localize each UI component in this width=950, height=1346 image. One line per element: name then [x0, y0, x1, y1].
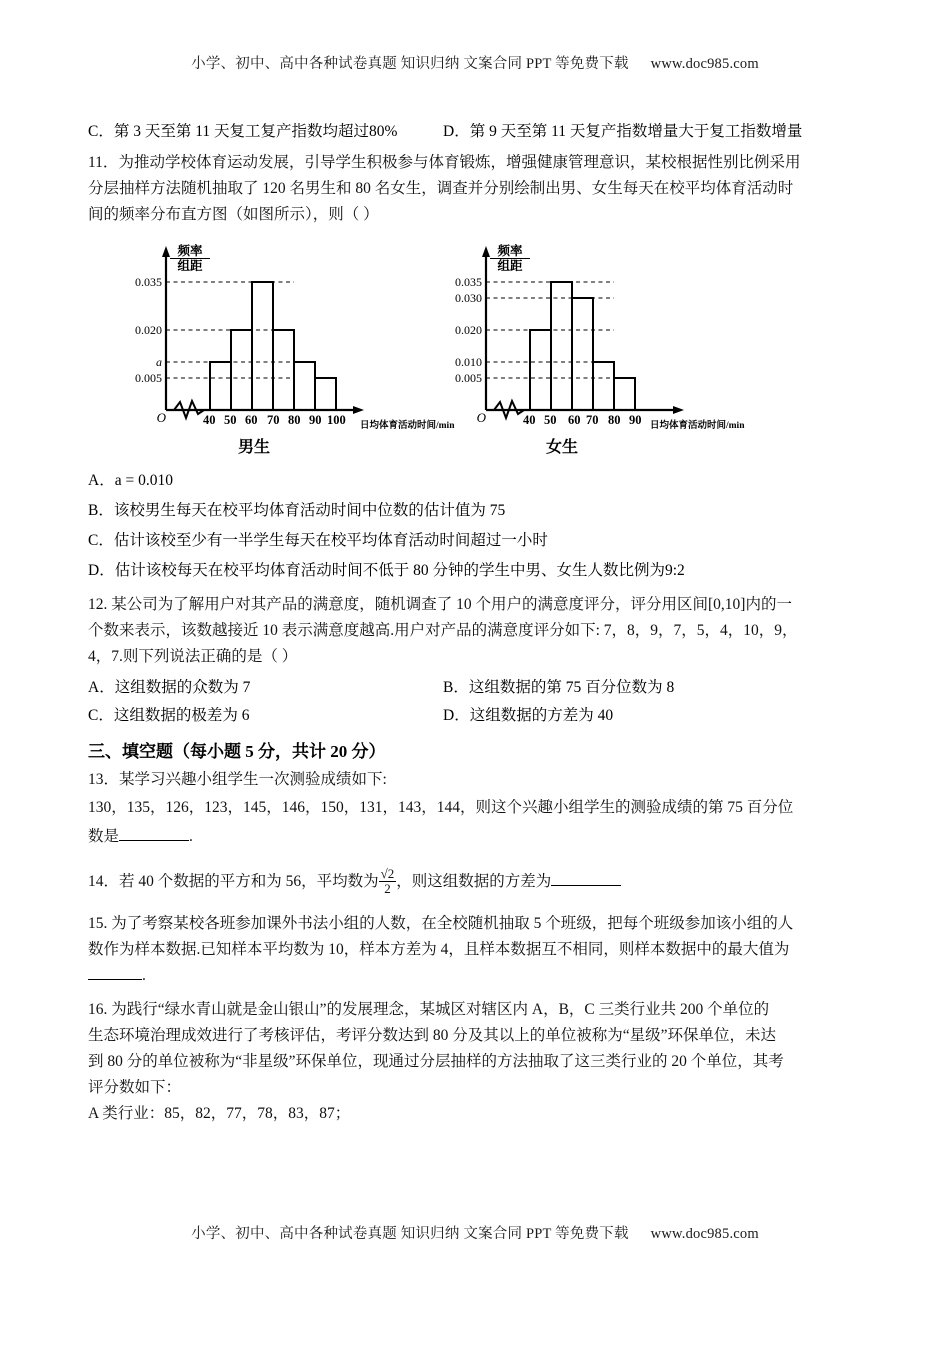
q15-answer-blank[interactable]: [88, 965, 142, 980]
boys-x-tick-2: 60: [245, 413, 258, 427]
histograms-figure: [88, 238, 878, 456]
q14-text-1: 若 40 个数据的平方和为 56，平均数为: [119, 873, 379, 890]
q15-text-1: 为了考察某校各班参加课外书法小组的人数，在全校随机抽取 5 个班级，把每个班级参加该小组的人: [111, 915, 794, 932]
q14-fraction-numerator: √2: [380, 865, 395, 881]
q14-number: 14．: [88, 873, 120, 890]
boys-y-axis-numerator: 频率: [177, 244, 203, 258]
q13-line-3: [88, 822, 878, 851]
q16-number: 16.: [88, 1001, 108, 1018]
q13-text-1: 某学习兴趣小组学生一次测验成绩如下:: [119, 771, 387, 788]
q11-number: 11．: [88, 154, 119, 171]
girls-x-tick-2: 60: [568, 413, 581, 427]
q15-line-2: 数作为样本数据.已知样本平均数为 10，样本方差为 4，且样本数据互不相同，则样本数据中的最大值为: [88, 941, 790, 958]
q11-stem-line-2: 分层抽样方法随机抽取了 120 名男生和 80 名女生，调查并分别绘制出男、女生每天在校平均体育活动时: [88, 180, 794, 197]
q10-option-c: C．第 3 天至第 11 天复工复产指数均超过80%: [88, 123, 398, 140]
q13-answer-blank[interactable]: [119, 826, 189, 841]
girls-origin-label: O: [476, 410, 486, 425]
q12-stem-text-1: 某公司为了解用户对其产品的满意度，随机调查了 10 个用户的满意度评分，评分用区间[0,10]内的一: [111, 596, 792, 613]
q12-stem-line-2: 个数来表示，该数越接近 10 表示满意度越高.用户对产品的满意度评分如下: 7，8，9，7，5，4，10，9，: [88, 622, 798, 639]
q12-stem-line-3: 4，7.则下列说法正确的是（ ）: [88, 648, 298, 665]
girls-y-axis-numerator: 频率: [497, 244, 523, 258]
boys-y-axis-denominator: 组距: [177, 259, 203, 273]
q11-stem-text-1: 为推动学校体育运动发展，引导学生积极参与体育锻炼，增强健康管理意识，某校根据性别比例采用: [118, 154, 801, 171]
q13-line-1: [88, 767, 878, 793]
q12-option-b: B．这组数据的第 75 百分位数为 8: [443, 679, 675, 696]
boys-y-axis-label: [170, 244, 210, 273]
q16-line-5: A 类行业：85，82，77，78，83，87；: [88, 1105, 351, 1122]
q11-options: [88, 466, 878, 586]
question-14: [88, 865, 878, 899]
q16-line-4: 评分数如下：: [88, 1079, 182, 1096]
section-3-heading: 三、填空题（每小题 5 分，共计 20 分）: [88, 742, 386, 761]
q16-line-1: [88, 997, 878, 1023]
q12-options-row-1: [88, 674, 878, 702]
question-11: [88, 150, 878, 228]
girls-x-tick-3: 70: [586, 413, 599, 427]
question-16: [88, 997, 878, 1127]
page-footer: [0, 1222, 950, 1243]
q11-stem-line-1: [88, 150, 878, 176]
boys-x-tick-5: 90: [309, 413, 322, 427]
q11-option-d: D．估计该校每天在校平均体育活动时间不低于 80 分钟的学生中男、女生人数比例为9:2: [88, 562, 685, 579]
question-15: [88, 911, 878, 989]
q11-option-b: B．该校男生每天在校平均体育活动时间中位数的估计值为 75: [88, 502, 506, 519]
boys-y-tick-2: a: [156, 355, 162, 369]
boys-x-tick-0: 40: [203, 413, 216, 427]
girls-y-tick-3: 0.010: [455, 355, 482, 369]
girls-y-tick-1: 0.030: [455, 291, 482, 305]
boys-histogram-svg: [108, 238, 408, 438]
page-header: [0, 52, 950, 73]
q15-text-3-suffix: .: [142, 967, 146, 984]
girls-y-axis-label: [490, 244, 530, 273]
footer-url: www.doc985.com: [650, 1226, 759, 1242]
q16-line-2: 生态环境治理成效进行了考核评估，考评分数达到 80 分及其以上的单位被称为“星级”环保单位，未达: [88, 1027, 777, 1044]
girls-x-tick-4: 80: [608, 413, 621, 427]
q12-option-c: C．这组数据的极差为 6: [88, 707, 250, 724]
header-text: 小学、初中、高中各种试卷真题 知识归纳 文案合同 PPT 等免费下载: [191, 56, 629, 72]
q15-number: 15.: [88, 915, 108, 932]
q12-number: 12.: [88, 596, 108, 613]
q11-option-a: A．a = 0.010: [88, 472, 173, 489]
q14-answer-blank[interactable]: [551, 871, 621, 886]
girls-x-axis-title: 日均体育活动时间/min: [650, 421, 745, 431]
girls-histogram-svg: [428, 238, 728, 438]
question-13: [88, 767, 878, 851]
girls-histogram: [428, 238, 745, 456]
q13-line-2: 130，135，126，123，145，146，150，131，143，144，则这个兴趣小组学生的测验成绩的第 75 百分位: [88, 799, 794, 816]
q16-line-3: 到 80 分的单位被称为“非星级”环保单位，现通过分层抽样的方法抽取了这三类行业的 20 个单位，其考: [88, 1053, 784, 1070]
footer-text: 小学、初中、高中各种试卷真题 知识归纳 文案合同 PPT 等免费下载: [191, 1226, 629, 1242]
girls-y-tick-4: 0.005: [455, 371, 482, 385]
boys-histogram: [108, 238, 455, 456]
q15-line-3: [88, 963, 878, 989]
boys-y-tick-3: 0.005: [135, 371, 162, 385]
girls-y-tick-0: 0.035: [455, 275, 482, 289]
q12-options-row-2: [88, 702, 878, 730]
girls-x-tick-5: 90: [629, 413, 642, 427]
q14-line: [88, 865, 878, 899]
header-url: www.doc985.com: [650, 56, 759, 72]
girls-y-axis-denominator: 组距: [497, 259, 523, 273]
girls-x-tick-0: 40: [523, 413, 536, 427]
q11-option-c: C．估计该校至少有一半学生每天在校平均体育活动时间超过一小时: [88, 532, 548, 549]
boys-origin-label: O: [156, 410, 166, 425]
q13-number: 13．: [88, 771, 120, 788]
q13-text-3: 数是: [88, 828, 120, 845]
q10-options-row: [88, 118, 878, 146]
q13-text-3-suffix: .: [189, 828, 193, 845]
boys-y-tick-1: 0.020: [135, 323, 162, 337]
boys-x-tick-3: 70: [267, 413, 280, 427]
question-12: [88, 592, 878, 670]
boys-x-tick-4: 80: [288, 413, 301, 427]
boys-x-axis-title: 日均体育活动时间/min: [360, 421, 455, 431]
boys-x-tick-1: 50: [224, 413, 237, 427]
q12-option-d: D．这组数据的方差为 40: [443, 707, 614, 724]
q14-fraction: [379, 867, 397, 896]
girls-y-tick-2: 0.020: [455, 323, 482, 337]
q10-option-d: D．第 9 天至第 11 天复产指数增量大于复工指数增量: [443, 123, 803, 140]
q11-stem-line-3: 间的频率分布直方图（如图所示），则（ ）: [88, 206, 379, 223]
girls-chart-caption: 女生: [546, 439, 579, 456]
q14-text-2: ，则这组数据的方差为: [396, 873, 552, 890]
page-content: [88, 118, 878, 1127]
boys-y-tick-0: 0.035: [135, 275, 162, 289]
q15-line-1: [88, 911, 878, 937]
q12-option-a: A．这组数据的众数为 7: [88, 679, 251, 696]
boys-x-tick-6: 100: [327, 413, 346, 427]
girls-x-tick-1: 50: [544, 413, 557, 427]
q12-stem-line-1: [88, 592, 878, 618]
q14-fraction-denominator: 2: [384, 880, 391, 896]
boys-chart-caption: 男生: [238, 439, 271, 456]
q16-text-1: 为践行“绿水青山就是金山银山”的发展理念，某城区对辖区内 A，B，C 三类行业共 200 个单位的: [111, 1001, 770, 1018]
